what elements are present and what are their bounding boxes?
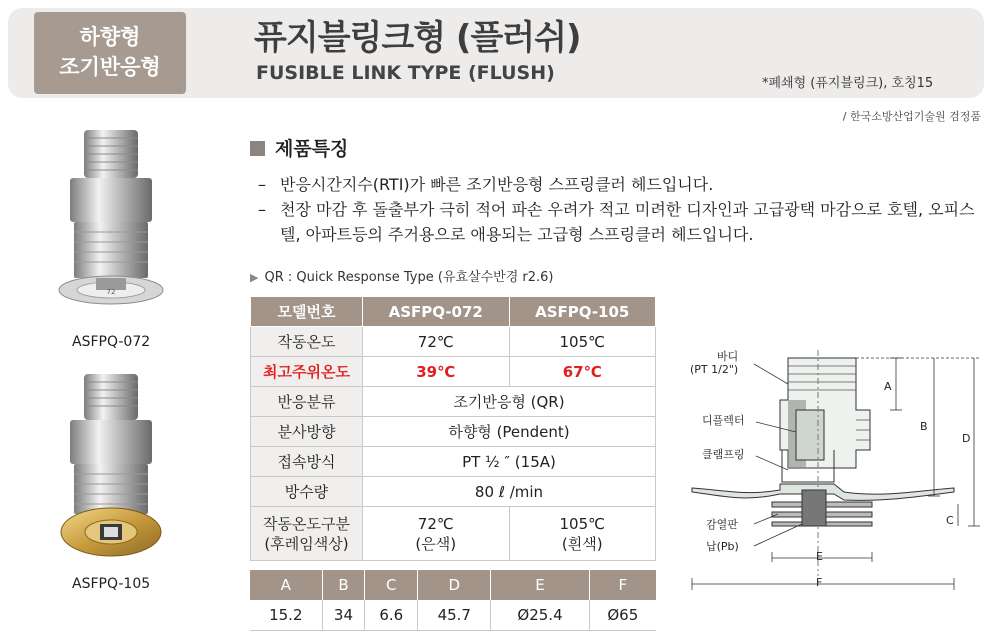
diagram-dim-f: F (816, 576, 823, 589)
diagram-label-plate: 감열판 (706, 518, 738, 531)
diagram-dim-e: E (816, 550, 823, 563)
spec-value-line2: (흰색) (561, 534, 603, 553)
dimension-header: E (491, 570, 589, 600)
dimension-value: Ø25.4 (491, 600, 589, 630)
diagram-label-lead: 납(Pb) (706, 540, 739, 553)
feature-text: 천장 마감 후 돌출부가 극히 적어 파손 우려가 적고 미려한 디자인과 고급광택 마감으로 호텔, 오피스텔, 아파트등의 주거용으로 애용되는 고급형 스프링클러 헤드입니다. (280, 200, 975, 244)
spec-label: 접속방식 (251, 447, 363, 477)
section-square-icon (250, 141, 265, 156)
dimension-header: C (365, 570, 418, 600)
spec-label (251, 507, 363, 561)
header-note: *폐쇄형 (퓨지블링크), 호칭15 (762, 76, 934, 91)
diagram-dim-a: A (884, 380, 892, 393)
spec-row-color (251, 507, 656, 561)
spec-label: 반응분류 (251, 387, 363, 417)
spec-value (509, 507, 656, 561)
section-title-text: 제품특징 (275, 138, 349, 160)
spec-label: 작동온도 (251, 327, 363, 357)
feature-dash: – (258, 175, 266, 194)
product-caption-072: ASFPQ-072 (72, 334, 151, 350)
dimension-header-row (250, 570, 656, 600)
dimension-value: Ø65 (589, 600, 656, 630)
spec-header-model-2: ASFPQ-105 (509, 297, 656, 327)
spec-value: 하향형 (Pendent) (363, 417, 656, 447)
spec-label: 분사방향 (251, 417, 363, 447)
dimension-value: 34 (322, 600, 365, 630)
spec-value: 72℃ (363, 327, 510, 357)
spec-row-max-temp (251, 357, 656, 387)
spec-label: 방수량 (251, 477, 363, 507)
dimension-value-row (250, 600, 656, 630)
spec-value-line1: 105℃ (559, 514, 605, 533)
product-caption-105: ASFPQ-105 (72, 576, 151, 592)
dimension-header: B (322, 570, 365, 600)
title-english: FUSIBLE LINK TYPE (FLUSH) (256, 62, 555, 84)
spec-value: PT ½ ″ (15A) (363, 447, 656, 477)
category-badge (34, 12, 186, 94)
triangle-bullet-icon: ▶ (250, 271, 259, 284)
qr-note-text: QR : Quick Response Type (유효살수반경 r2.6) (264, 270, 554, 285)
dimension-header: D (418, 570, 491, 600)
dimension-value: 15.2 (250, 600, 322, 630)
diagram-label-clamp: 클램프링 (702, 448, 745, 461)
dimension-table (250, 570, 656, 631)
spec-value: 조기반응형 (QR) (363, 387, 656, 417)
feature-dash: – (258, 200, 266, 219)
feature-text: 반응시간지수(RTI)가 빠른 조기반응형 스프링클러 헤드입니다. (280, 175, 714, 194)
qr-note (250, 266, 553, 285)
diagram-dim-d: D (962, 432, 971, 445)
spec-value: 39℃ (363, 357, 510, 387)
diagram-label-deflector: 디플렉터 (702, 414, 745, 427)
product-image-105 (56, 372, 166, 572)
spec-value (363, 507, 510, 561)
svg-text:72: 72 (106, 288, 116, 296)
diagram-drawing (684, 340, 990, 600)
feature-item (258, 197, 988, 247)
spec-row-connection (251, 447, 656, 477)
spec-row-flow (251, 477, 656, 507)
title-korean: 퓨지블링크형 (플러쉬) (254, 18, 581, 58)
cross-section-diagram (684, 340, 990, 600)
spec-row-temp (251, 327, 656, 357)
spec-value: 105℃ (509, 327, 656, 357)
category-line2: 조기반응형 (59, 55, 161, 79)
dimension-header: A (250, 570, 322, 600)
dimension-value: 45.7 (418, 600, 491, 630)
diagram-dim-b: B (920, 420, 928, 433)
spec-header-label: 모델번호 (251, 297, 363, 327)
spec-row-direction (251, 417, 656, 447)
certification-note: / 한국소방산업기술원 검정품 (842, 110, 981, 123)
spec-header-model-1: ASFPQ-072 (363, 297, 510, 327)
spec-label: 최고주위온도 (251, 357, 363, 387)
spec-row-class (251, 387, 656, 417)
dimension-header: F (589, 570, 656, 600)
feature-item (258, 172, 988, 197)
spec-value: 80 ℓ /min (363, 477, 656, 507)
section-title (250, 134, 348, 161)
diagram-label-body-line2: (PT 1/2") (690, 363, 739, 376)
spec-label-line1: 작동온도구분 (263, 514, 350, 533)
spec-header-row (251, 297, 656, 327)
spec-value-line2: (은색) (415, 534, 457, 553)
spec-label-line2: (후레임색상) (264, 534, 349, 553)
spec-value-line1: 72℃ (417, 514, 454, 533)
spec-value: 67℃ (509, 357, 656, 387)
diagram-label-body (690, 350, 739, 376)
feature-list (258, 172, 988, 247)
product-image-072 (56, 128, 166, 333)
diagram-label-body-line1: 바디 (716, 350, 739, 363)
spec-table (250, 296, 656, 561)
diagram-dim-c: C (946, 514, 954, 527)
category-line1: 하향형 (79, 25, 141, 49)
dimension-value: 6.6 (365, 600, 418, 630)
